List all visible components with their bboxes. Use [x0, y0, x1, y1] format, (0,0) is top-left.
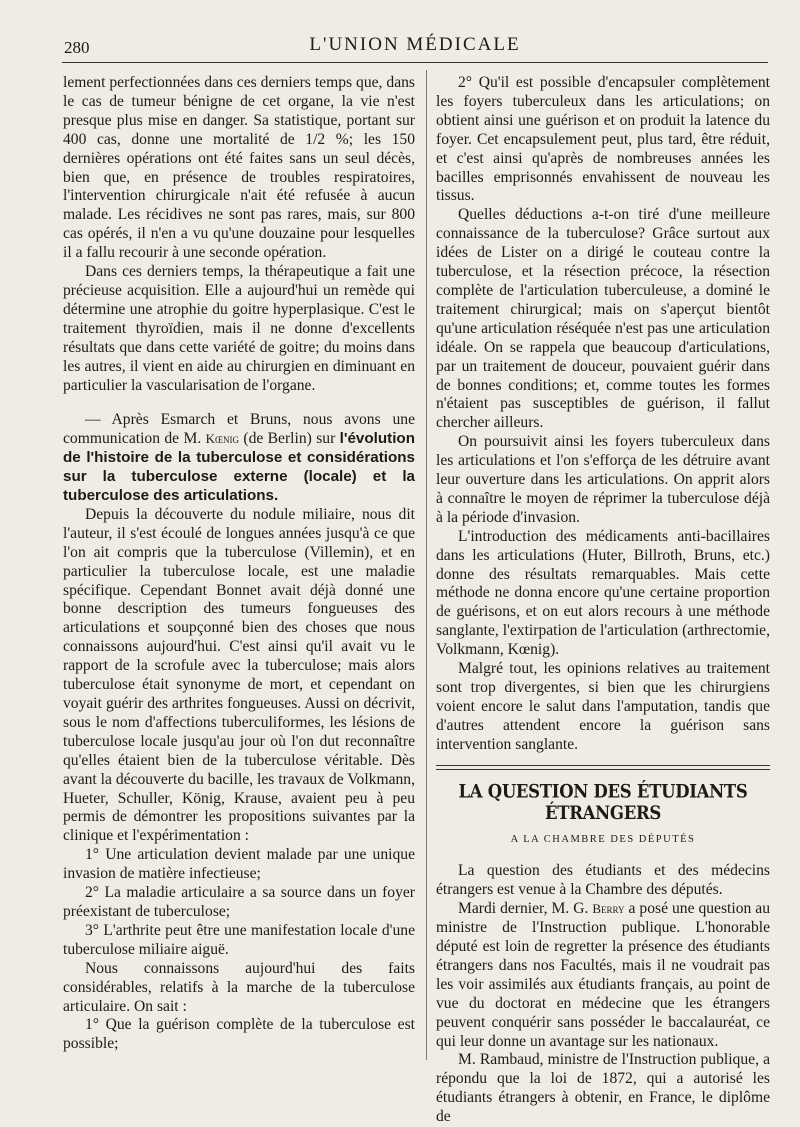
fact-2: 2° Qu'il est possible d'encapsuler complètement les foyers tuberculeux dans les articulations; on obtient ainsi une guérison et on produit la latence du foyer. Cet encapsulement peut, plus tard, être réduit, et c'est ainsi qu'après de nombreuses années les bacilles emprisonnés envahissent de nouveau les tissus. [436, 74, 770, 205]
paragraph-known-facts: Nous connaissons aujourd'hui des faits considérables, relatifs à la marche de la tuberculose articulaire. On sait : [63, 959, 415, 1015]
author-name: Kœnig [205, 431, 239, 447]
paragraph-deductions: Quelles déductions a-t-on tiré d'une meilleure connaissance de la tuberculose? Grâce surtout aux idées de Lister on a dirigé le couteau contre la tuberculose, et la résection précoce, la résection complète de l'articulation tuberculeuse, a dominé le traitement chirurgical; mais on s'aperçut bientôt qu'une articulation réséquée n'est pas une articulation idéale. On se rappela que beaucoup d'articulations, par un traitement de douceur, pouvaient guérir dans de bonnes conditions; et, comme toutes les formes n'étaient pas susceptibles de guérison, il fallut chercher ailleurs. [436, 206, 770, 432]
berry-intro: Mardi dernier, M. G. [458, 900, 589, 918]
section-subtitle: A LA CHAMBRE DES DÉPUTÉS [510, 834, 696, 846]
right-column [436, 74, 770, 1127]
proposition-3: 3° L'arthrite peut être une manifestation locale d'une tuberculose miliaire aiguë. [63, 921, 415, 958]
section-title: LA QUESTION DES ÉTUDIANTS ÉTRANGERS [458, 779, 748, 824]
article-title: l'évolution de l'histoire de la tuberculose et considérations sur la tuberculose externe (locale) et la tuberculose des articulations. [63, 430, 415, 505]
deputy-name: Berry [592, 901, 625, 917]
news-intro: — Après Esmarch et Bruns, nous avons une communication de M. [63, 411, 415, 448]
paragraph-pursuit: On poursuivit ainsi les foyers tuberculeux dans les articulations et l'on s'efforça de les détruire avant leur ouverture dans les articulations. On apprit alors à connaître le moyen de réprimer la tuberculose déjà à la période d'invasion. [436, 433, 770, 526]
proposition-1: 1° Une articulation devient malade par une unique invasion de matière infectieuse; [63, 846, 415, 883]
paragraph-thyroid-treatment: Dans ces derniers temps, la thérapeutique a fait une précieuse acquisition. Elle a aujourd'hui un remède qui détermine une atrophie du goitre hyperplasique. C'est le traitement thyroïdien, mais il ne donne d'excellents résultats que dans cette variété de goitre; du moins dans les autres, il vient en aide au chirurgien en diminuant en particulier la vascularisation de l'organe. [63, 263, 415, 394]
page-number: 280 [64, 38, 90, 57]
page-header [60, 32, 770, 58]
paragraph-antibacillary: L'introduction des médicaments anti-bacillaires dans les articulations (Huter, Billroth, Bruns, etc.) donne des résultats remarquables. Mais cette méthode ne donna encore qu'une certaine proportion de guérisons, et on eut alors recours à une méthode sanglante, l'extirpation de l'articulation (arthrectomie, Volkmann, Kœnig). [436, 527, 770, 659]
paragraph-opinions: Malgré tout, les opinions relatives au traitement sont trop divergentes, si bien que les chirurgiens voient encore le salut dans l'amputation, tandis que d'autres attendent encore la guérison sans intervention sanglante. [436, 660, 770, 753]
running-title: L'UNION MÉDICALE [309, 34, 521, 55]
paragraph-berry [436, 900, 770, 1051]
berry-text: a posé une question au ministre de l'Instruction publique. L'honorable député est loin de regretter la présence des étudiants étrangers dans nos Facultés, mais il ne voudrait pas les voir assimilés aux étudiants français, au point de vue du doctorat en médecine que les étrangers peuvent conquérir sans posséder le baccalauréat, ce qui leur donne un avantage sur les nationaux. [436, 900, 770, 1050]
left-column [63, 74, 415, 1054]
paragraph-goitre-statistics: lement perfectionnées dans ces derniers temps que, dans le cas de tumeur bénigne de cet organe, la vie n'est presque plus mise en danger. Sa statistique, portant sur 400 cas, donne une mortalité de 1/2 %; les 150 dernières opérations ont été faites sans un seul décès, bien que, en présence de troubles respiratoires, l'intervention chirurgicale n'ait été refusée à aucun malade. Les récidives ne sont pas rares, mais, sur 800 cas opérés, il n'en a vu qu'une douzaine pour lesquelles il a fallu recourir à une seconde opération. [63, 74, 415, 262]
paragraph-question-intro: La question des étudiants et des médecins étrangers est venue à la Chambre des députés. [436, 862, 770, 899]
header-rule [62, 62, 768, 63]
paragraph-rambaud: M. Rambaud, ministre de l'Instruction publique, a répondu que la loi de 1872, qui a autorisé les étudiants étrangers à obtenir, en France, le diplôme de [436, 1051, 770, 1126]
proposition-2: 2° La maladie articulaire a sa source dans un foyer préexistant de tuberculose; [63, 884, 415, 920]
section-divider [436, 765, 770, 770]
news-item-koenig [63, 411, 415, 506]
column-divider [426, 70, 427, 1060]
paragraph-history-tuberculosis: Depuis la découverte du nodule miliaire, nous dit l'auteur, il s'est écoulé de longues années jusqu'à ce que l'on ait compris que la tuberculose (Villemin), et en particulier la tuberculose locale, est une maladie spécifique. Cependant Bonnet avait déjà donné une bonne description des tumeurs fongueuses des articulations et soupçonné bien des choses que nous connaissons aujourd'hui. C'est ainsi qu'il avait vu le rapport de la scrofule avec la tuberculose; mais alors tuberculose était synonyme de mort, et cependant on voyait guérir des arthrites fongueuses. Aussi on décrivit, sous le nom d'affections tuberculiformes, les lésions de tuberculose locale jusqu'au jour où l'on dut reconnaître qu'elles étaient bien de la tuberculose véritable. Dès avant la découverte du bacille, les travaux de Volkmann, Hueter, Schuller, König, Krause, avaient peu à peu permis de démontrer les propositions suivantes par la clinique et l'expérimentation : [63, 505, 415, 845]
news-mid: (de Berlin) sur [243, 430, 336, 448]
fact-1: 1° Que la guérison complète de la tuberculose est possible; [63, 1016, 415, 1053]
